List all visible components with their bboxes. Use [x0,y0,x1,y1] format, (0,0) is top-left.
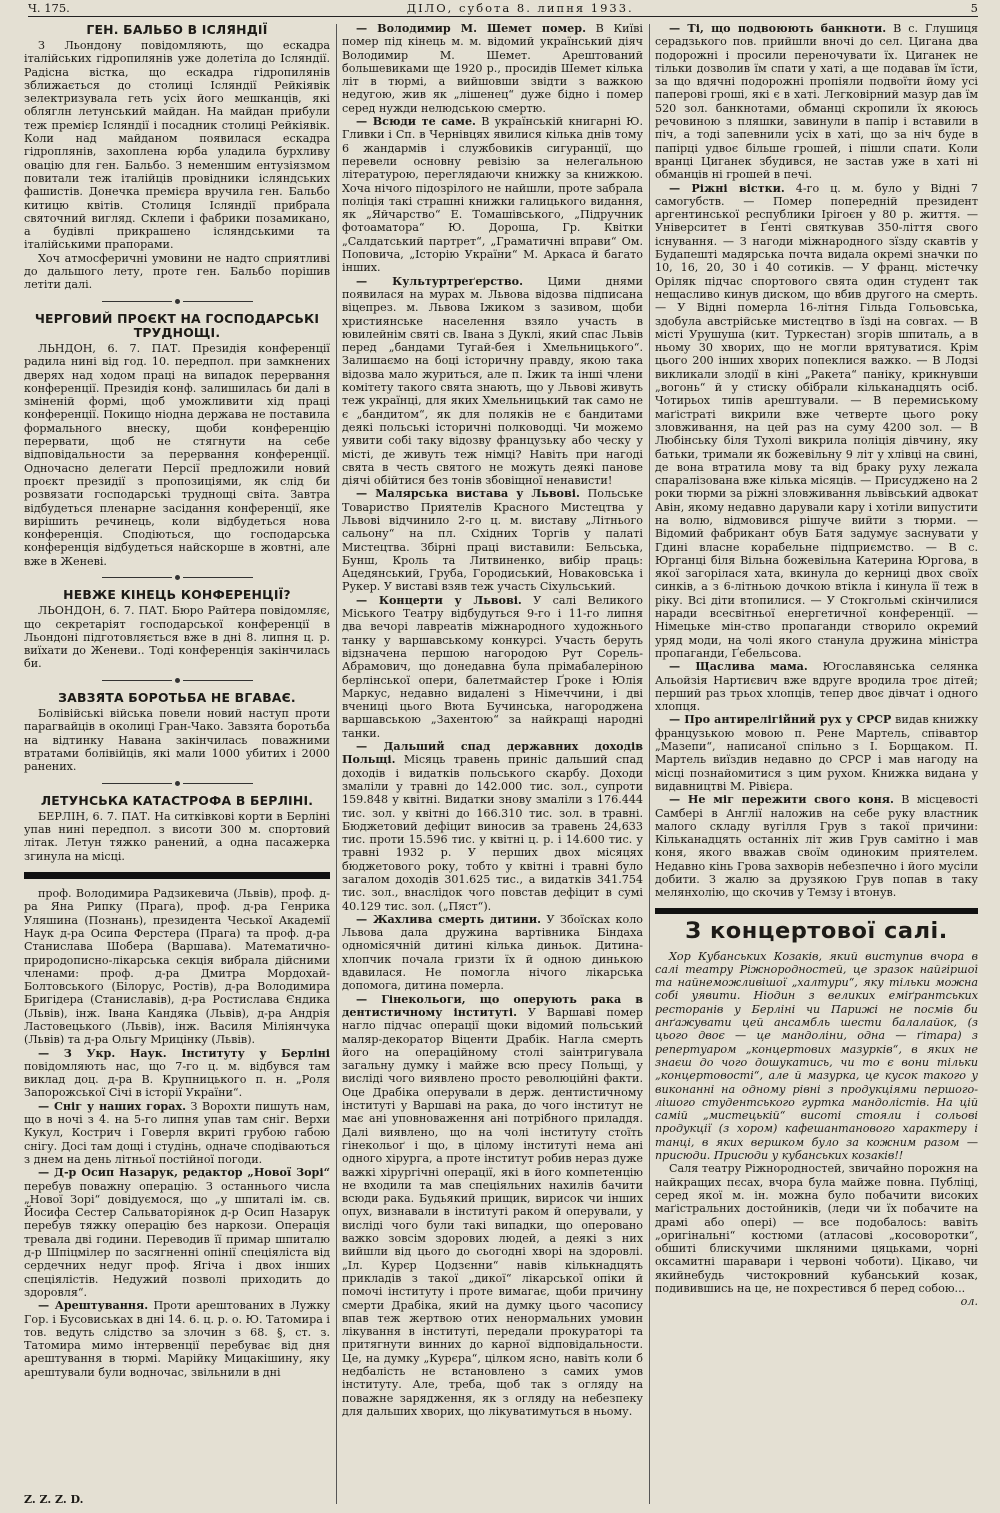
news-item: — Ті, що подвоюють банкноти. В с. Глушиця серадзького пов. прийшли вночі до сел. Цигана два подорожні і просили переночувати їх. Циганек не тільки дозволив їм спати у хаті, а ще подавав їм їсти, за що вдячні подорожні пропіяли подвоїти йому усі паперові гроші, які є в хаті. Легковірний мазур дав їм 520 зол. банкнотами, обманці скропили їх якоюсь речовиною з пляшки, завинули в папір і вставили в піч, а тоді запевнили усіх в хаті, що за ніч буде в папірці удвоє більше грошей, і пішли спати. Коли вранці Циганек збудився, не застав уже в хаті ні обманців ні грошей в печі. [655,22,978,182]
headline-balbo: ГЕН. БАЛЬБО В ІСЛЯНДІЇ [86,22,268,37]
page-number-right: 5 [970,1,978,15]
news-item: — Арештування. Проти арештованих в Лужку Гор. і Бусовиськах в дні 14. 6. ц. р. о. Ю. Татомира і тов. ведуть слідство за злочин з 68. §, ст. з. Татомира мимо інтервенції перебуває від дня арештування в тюрмі. Марійку Мицакішину, яку арештували були водночас, звільнили в дні [24,1299,330,1379]
column-rule-1 [336,24,337,1504]
newspaper-title-date [407,1,634,15]
section-rule [24,872,330,879]
news-item: — Ріжні вістки. 4-го ц. м. було у Відні 7 самогубств. — Помер попередній президент аргентинської республики Ірігоєн у 80 р. життя. — Університет в Ґенті святкував 350-ліття свого існування. — З нагоди міжнародного зїзду скавтів у Будапешті мадярська почта видала окремі значки по 10, 16, 20, 30 і 40 сотиків. — У франц. містечку Оріляк підчас спортового свята один студент так нещасливо кинув диском, що вбив другого на смерть. — У Відні померла 16-літня Гільда Гольовська, здобула австрійське мистецтво в їзді на совгах. — В місті Урушуша (кит. Туркестан) згорів шпиталь, а в ньому 30 хворих, що не могли врятуватися. Крім цього 200 інших хворих попеклися важко. — В Лодзі викликали злодії в кіні „Ракета“ паніку, крикнувши „вогонь“ й у стиску обібрали кільканадцять осіб. Чотирьох типів арештували. — В перемиському маґістраті викрили вже четверте цього року зловживання, на цей раз на суму 4200 зол. — В Любінську біля Тухолі викрила поліція дівчину, яку батьки, тримали як божевільну 9 літ у хлівці на свині, де вона втратила мову та від браку руху лежала спаралізована вже кілька місяців. — Присуджено на 2 роки тюрми за ріжні зловживання львівський адвокат Авін, якому недавно дарували кару і хотіли випустити на волю, відмовився рішуче вийти з тюрми. — Відомий фабрикант обув Батя задумує заснувати у Гдині власне корабельне підприємство. — В с. Юрганці біля Вільна божевільна Катерина Юргова, в якої загорілася хата, вкинула до керниці двох своїх синків, а з 6-літньою дочкою втікла і кинула її теж в ріку. Всі діти втопилися. — У Стокгольмі скінчилися наради всесвітньої енергетичної конференції. — Німецьке мін-ство пропаганди створило окремий уряд моди, на чолі якого станула дружина міністра пропаганди, Ґебельсова. [655,181,978,660]
masthead [28,0,978,17]
news-item: — Володимир М. Шемет помер. В Київі помер під кінець м. м. відомий український діяч Володимир М. Шемет. Арештований большевиками ще 1920 р., просидів Шемет кілька літ в тюрмі, а вийшовши звідти з важкою недугою, жив як „лішенец“ дуже бідно і помер серед нужди нелюдською смертю. [342,22,643,115]
news-item: — Не міг пережити свого коня. В місцевості Самбері в Англії наложив на себе руку властник малого складу вугілля Грув з такої причини: Кільканадцять останніх літ жив Грув самітно і мав коня, якого вважав своїм одиноким приятелем. Недавно кінь Грова захворів небезпечно і його мусіли добити. З жалю за друзякою Грув попав в таку мелянхолію, що скочив у Темзу і втонув. [655,793,978,900]
column-1 [24,22,330,1502]
news-item: — Жахлива смерть дитини. У Збоїсках коло Львова дала дружина вартівника Біндаха одномісячній дитині кілька диньок. Дитина-хлопчик почала гризти їх й одною динькою вдавилася. Не помогла нічого лікарська допомога, дитина померла. [342,912,643,993]
review-text: Саля театру Ріжнородностей, звичайно порожня на найкращих пєсах, вчора була майже повна. Публіці, серед якої м. ін. можна було побачити високих маґістральних достойників, (леди чи їх побачите на драмі або опері) — все подобалось: вавіть „оригінальні“ костюми (атласові „косоворотки“, обшиті блискучими шкляними цяцьками, чорні оксамитні шаравари і червоні чоботи). Цікаво, чи якийнебудь чистокровний кубанський козак, подивившись на це, не похрестився б перед собою... [655,1162,978,1296]
news-item: — Дальший спад державних доходів Польщі. Місяць травень приніс дальший спад доходів і видатків польського скарбу. Доходи змаліли у травні до 142.000 тис. зол., супроти 159.848 у квітні. Видатки знову змаліли з 176.444 тис. зол. у квітні до 166.310 тис. зол. в травні. Бюджетовий дефіцит виносив за травень 24,633 тис. проти 15.596 тис. у квітні ц. р. і 14.600 тис. у травні 1932 р. У перших двох місяцях бюджетового року, тобто у квітні і травні було загалом доходів 301.625 тис., а видатків 341.754 тис. зол., внаслідок чого повстав дефіцит в сумі 40.129 тис. зол. („Пяст“). [342,740,643,913]
headline-struggle: ЗАВЗЯТА БОРОТЬБА НЕ ВГАВАЄ. [58,690,296,706]
news-item: — Д-р Осип Назарук, редактор „Нової Зорі“ перебув поважну операцію. З останнього числа „Нової Зорі“ довідуємося, що „у шпиталі ім. св. Йосифа Сестер Сальваторіянок д-р Осип Назарук перебув тяжку операцію без наркози. Операція тревала дві години. Переводив її примар шпиталю д-р Шпіцмілер по засягненні опінії спеціяліста від сердечних недуг проф. Ягіча і двох інших спеціялістів. Недужий позволі приходить до здоровля“. [24,1166,330,1299]
divider [24,777,330,790]
news-item: — Про антирелігійний рух у СРСР видав книжку французькою мовою п. Рене Мартель, співавтор „Мазепи“, написаної спільно з І. Борщаком. П. Мартель виїздив недавно до СРСР і мав нагоду на місці познайомитися з цим рухом. Книжка видана у видавництві М. Рівієра. [655,713,978,793]
news-item: — Щаслива мама. Югославянська селянка Альойзія Нартиєвич вже вдруге вродила троє дітей; перший раз трьох хлопців, тепер двоє дівчат і одного хлопця. [655,660,978,714]
headline-conference-end: НЕВЖЕ КІНЕЦЬ КОНФЕРЕНЦІЇ? [63,587,291,603]
article-text: З Льондону повідомляють, що ескадра італійських гідропилянів уже долетіла до Ісляндії. Радісна вістка, що ескадра гідропилянів зближається до столиці Ісляндії Рейкіявік зелектризувала геть усіх його мешканців, які обляглн летунський майдан. На майдан прибули теж премієр Ісляндії і посадник столиці Рейкіявік. Коли над майданом появилася ескадра гідроплянів, захоплена юрба уладила бурхливу овацію для ген. Бальбо. З неменшим ентузіязмом повитали теж італійців провідники ісляндських фашистів. Донечка премієра вручила ген. Бальбо китицю квітів. Столиця Ісляндії прибрала святочний вигляд. Склепи і фабрики позамикано, а будівлі прикрашено ісляндськими та італійськими прапорами. [24,39,330,252]
divider [24,674,330,687]
divider [24,295,330,308]
footer-mark: Z. Z. Z. D. [24,1493,84,1506]
column-rule-2 [649,24,650,1504]
article-text: Хоч атмосферичні умовини не надто сприятливі до дальшого лету, проте ген. Бальбо порішив летіти далі. [24,251,330,292]
author-signature: ол. [960,1295,978,1309]
column-2 [342,22,643,1500]
headline-concert-hall: З концертової салі. [685,917,948,944]
section-rule [655,908,978,914]
article-text: Болівійські війська повели новий наступ проти парагвайців в околиці Гран-Чако. Завзята боротьба на відтинку Навана закінчилась поважними втратами болівійців, які мали 1000 убитих і 2000 ранених. [24,707,330,774]
news-item: — Сніг у наших горах. З Ворохти пишуть нам, що в ночі з 4. на 5-го липня упав там сніг. Верхи Кукул, Кострич і Говерля вкриті грубою габою снігу. Досі там дощі і студінь, одначе сподіваються з днем на день літньої постійної погоди. [24,1099,330,1166]
news-item: — Всюди те саме. В українській книгарні Ю. Гливки і Сп. в Чернівцях явилися кілька днів тому 6 жандармів і службовиків сигуранції, що перевели основну ревізію за нелегальною літературою, переглядаючи книжку за книжкою. Хоча нічого підозрілого не найшли, проте забрала поліція такі страшні книжки галицького видання, як „Яйчарство“ Е. Томашівського, „Підручник фотоаматора“ Ю. Дороша, Гр. Квітки „Салдатський партрет“, „Граматичні вправи“ Ом. Поповича, „Історію України“ М. Аркаса й багато інших. [342,115,643,275]
article-text: ЛЬНДОН, 6. 7. ПАТ. Президія конференції радила нині від год. 10. передпол. при замкнених дверях над ходом праці на випадок перервання конференції. Президія конф. залишилась би далі в зміненій формі, щоб уможливити хід праці конференції. Покищо ніодна держава не поставила формального внеску, щоби конференцію перервати, щоб не стягнути на себе відповідальности за перервання конференції. Одночасно делегати Персії предложили новий проєкт президії з пропозиціями, як слід би розвязати господарські труднощі світа. Завтра відбудеться пленарне засідання конференції, яке вирішить речинець, коли відбудеться нова конференція. Сподіються, що господарська конференція відбудеться найскорше в жовтні, але вже в Женеві. [24,341,330,568]
issue-date: субота 8. липня 1933. [459,1,634,15]
headline-project: ЧЕРГОВИЙ ПРОЄКТ НА ГОСПОДАРСЬКІ ТРУДНОЩІ. [34,310,320,340]
newspaper-title: ДІЛО, [406,1,454,15]
news-item: — З Укр. Наук. Інституту у Берліні повідомляють нас, що 7-го ц. м. відбувся там виклад доц. д-ра В. Крупницького п. н. „Роля Запорожської Січі в історії України“. [24,1046,330,1100]
news-item: — Культуртреґерство. Цими днями появилася на мурах м. Львова відозва підписана віцепрез. м. Львова Іжиком з зазивом, щоби християнське населення взяло участь в ювилейнім святі св. Івана з Дуклі, який спас Львів перед „бандами Тугай-бея і Хмельницького“. Залишаємо на боці історичну правду, якою така відозва мало журиться, але п. Іжик та інші члени комітету такого свята знають, що у Львові живуть теж українці, для яких Хмельницький так само не є „бандитом“, як для поляків не є бандитами деякі польські історичні полководці. Чи можемо уявити собі таку відозву французьку або ческу у місті, де живуть теж німці? Навіть при нагоді свята в честь святого не можуть деякі панове діячі обійтися без тонів збовіщної ненависти! [342,274,643,488]
news-item: — Гінекольоги, що оперують рака в дентистичному інституті. У Варшаві помер нагло підчас операції щоки відомий польський маляр-декоратор Віценти Драбік. Нагла смерть його на операційному столі заінтригувала загальну думку і майже всю пресу Польщі, у висліді чого виявлено просто революційні факти. Оце Драбіка оперували в держ. дентистичному інституті у Варшаві на рака, до чого інститут не має ані уповноваження ані потрібного приладдя. Далі виявлено, що на чолі інституту стоїть гінекольоґ і що, в цілому інституті нема ані одного хірурга, а проте інститут робив нераз дуже важкі хірургічні операції, які в його компетенцію не входили та мав спеціяльних нахилів бачити всюди рака. Будьякий прищик, вирисок чи інших опух, визнавали в інституті раком й оперували, у висліді чого були такі випадки, що оперовано важко зовсім здорових людей, а деякі з них вийшли від цього до сьогодні хворі на здоровлі. „Іл. Курєр Цодзєнни“ навів кількнадцять прикладів з такої „дикої“ лікарської опіки й помочі інституту і проте вимагає, щоби причину смерти Драбіка, який на думку цього часопису впав теж жертвою отих ненормальних умовин лікування в інституті, передали прокураторі та притягнути винних до карної відповідальности. Це, на думку „Курєра“, цілком ясно, навіть коли б недбалість не встановлено з самих умов інституту. Але, треба, щоб так з огляду на поважне зарядження, як з огляду на небезпеку для дальших хворих, що лікуватимуться в ньому. [342,992,643,1418]
news-item: — Концерти у Львові. У салі Великого Міського Театру відбудуться 9-го і 11-го липня два вечорі лавреатів міжнародного художнього танку у варшавському конкурсі. Участь беруть відзначена першою нагородою Рут Сорель-Абрамович, що донедавна була прімабалеріною берлінської опери, балетмайстер Ґроке і Юлія Маркус, недавно видалені з Німеччини, і дві вчениці цього Вюта Бучинська, нагороджена варшавською „Захентою“ за найкращі народні танки. [342,593,643,740]
page-number-left: Ч. 175. [28,1,70,15]
article-text: ЛЬОНДОН, 6. 7. ПАТ. Бюро Райтера повідомляє, що секретаріят господарської конференції в Льондоні підготовляється вже в дні 8. липня ц. р. виїхати до Женеви.. Тоді конференція закінчилась би. [24,604,330,671]
column-3 [655,22,978,1500]
headline-berlin-crash: ЛЕТУНСЬКА КАТАСТРОФА В БЕРЛІНІ. [40,792,314,808]
divider [24,571,330,584]
news-item: — Малярська виставa у Львові. Польське Товариство Приятелів Красного Мистецтва у Львові відчинило 2-го ц. м. виставу „Літнього сальону“ на пл. Східних Торгів у палаті Мистецтва. Збірні праці виставили: Бельська, Бунш, Кроль та Литвиненко, вибір праць: Ацедянський, Груба, Городиський, Новаковська і Рукер. У виставі взяв теж участь Сіхульський. [342,487,643,594]
review-text: Хор Кубанських Козаків, який виступив вчора в салі театру Ріжнородностей, це зразок найгіршої та найнеможливішої „халтури“, яку тільки можна собі уявити. Ніодин з великих еміґрантських ресторанів у Берліні чи Парижі не посмів би анґажувати цей ансамбль шести балалайок, (з цього двоє — це мандоліни, одна — ґітара) з репертуаром „концертових мазурків“, в яких не знаєш до чого дошукатись, чи то є вони тільки „концертовості“, але й мазурка, це кусок такого у виконанні на одному рівні з продукціями першого-лішого студентського гуртка мандолістів. На цій самій „мистецькій“ висоті стояли і сольові продукції (з хором) кафешантанового характеру і танці, в яких вершком було за кожним разом — присюди. Присюди у кубанських козаків!! [655,949,978,1163]
article-text: БЕРЛІН, 6. 7. ПАТ. На ситківкові корти в Берліні упав нині передпол. з висоти 300 м. спортовий літак. Летун тяжко ранений, а одна пасажерка згинула на місці. [24,809,330,863]
article-text: проф. Володимира Радзикевича (Львів), проф. д-ра Яна Рипку (Прага), проф. д-ра Генрика Уляшина (Познань), президента Чеської Академії Наук д-ра Осипа Ферстера (Прага) та проф. д-ра Станислава Шобера (Варшава). Математично-природописно-лікарська секція вибрала дійсними членами: проф. д-ра Дмитра Мордохай-Болтовського (Білорус, Ростів), д-ра Володимира Бригідера (Станиславів), д-ра Ростислава Єндика (Львів), інж. Івана Кандяка (Львів), д-ра Андрія Ластовецького (Львів), інж. Василя Міліянчука (Львів) та д-ра Ольгу Мрицінку (Львів). [24,887,330,1047]
